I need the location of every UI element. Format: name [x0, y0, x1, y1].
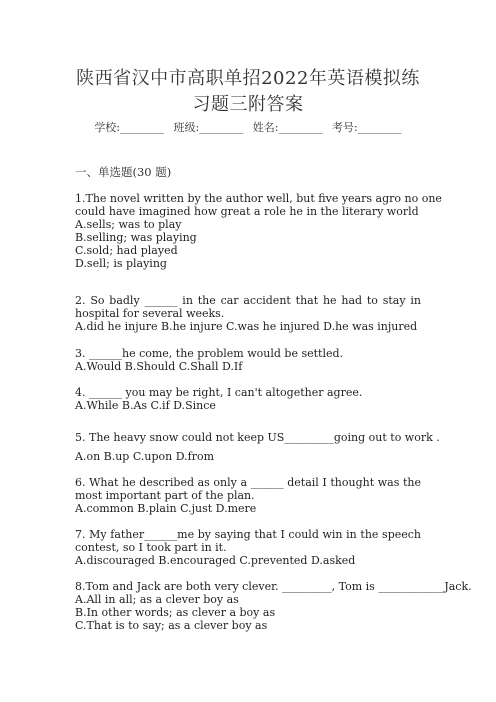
question-stem: 4. ______ you may be right, I can't altogether agree. — [75, 386, 363, 399]
page-title-line-1: 陕西省汉中市高职单招2022年英语模拟练 — [76, 68, 420, 89]
name-field: 姓名:________ — [252, 121, 323, 134]
option-line: A.common B.plain C.just D.mere — [75, 502, 257, 515]
option-line: B.selling; was playing — [75, 231, 197, 244]
question-6 — [75, 476, 421, 515]
question-stem: 5. The heavy snow could not keep US_________going out to work . — [75, 431, 440, 444]
question-stem-line: 1.The novel written by the author well, but five years agro no one — [75, 192, 442, 205]
question-8 — [75, 580, 472, 632]
question-stem: 8.Tom and Jack are both very clever. _________, Tom is ____________Jack. — [75, 580, 472, 593]
option-line: A.on B.up C.upon D.from — [75, 450, 215, 463]
option-line: A.All in all; as a clever boy as — [75, 593, 239, 606]
question-stem: 7. My father______me by saying that I could win in the speech contest, so I took part in it. — [75, 528, 421, 554]
page-title-line-2: 习题三附答案 — [192, 94, 304, 115]
school-field: 学校:________ — [94, 121, 165, 134]
option-line: A.discouraged B.encouraged C.prevented D.asked — [75, 554, 356, 567]
class-field: 班级:________ — [173, 121, 244, 134]
question-1 — [75, 192, 442, 270]
question-3 — [75, 347, 421, 373]
section-heading: 一、单选题(30 题) — [75, 165, 172, 179]
option-line: D.sell; is playing — [75, 257, 167, 270]
question-2 — [75, 294, 421, 333]
student-info-row — [0, 119, 496, 135]
option-line: C.That is to say; as a clever boy as — [75, 619, 268, 632]
option-line: A.did he injure B.he injure C.was he injured D.he was injured — [75, 320, 418, 333]
option-line: A.While B.As C.if D.Since — [75, 399, 216, 412]
question-4 — [75, 386, 421, 412]
question-7 — [75, 528, 421, 567]
option-line: A.sells; was to play — [75, 218, 182, 231]
question-stem: 2. So badly ______ in the car accident that he had to stay in hospital for several weeks. — [75, 294, 421, 320]
exam-number-field: 考号:________ — [331, 121, 402, 134]
question-stem: 3. ______he come, the problem would be settled. — [75, 347, 344, 360]
option-line: A.Would B.Should C.Shall D.If — [75, 360, 243, 373]
option-line: C.sold; had played — [75, 244, 178, 257]
question-stem-line: could have imagined how great a role he in the literary world — [75, 205, 419, 218]
question-stem: 6. What he described as only a ______ detail I thought was the most important part of the plan. — [75, 476, 421, 502]
option-line: B.In other words; as clever a boy as — [75, 606, 276, 619]
question-5 — [75, 431, 440, 463]
